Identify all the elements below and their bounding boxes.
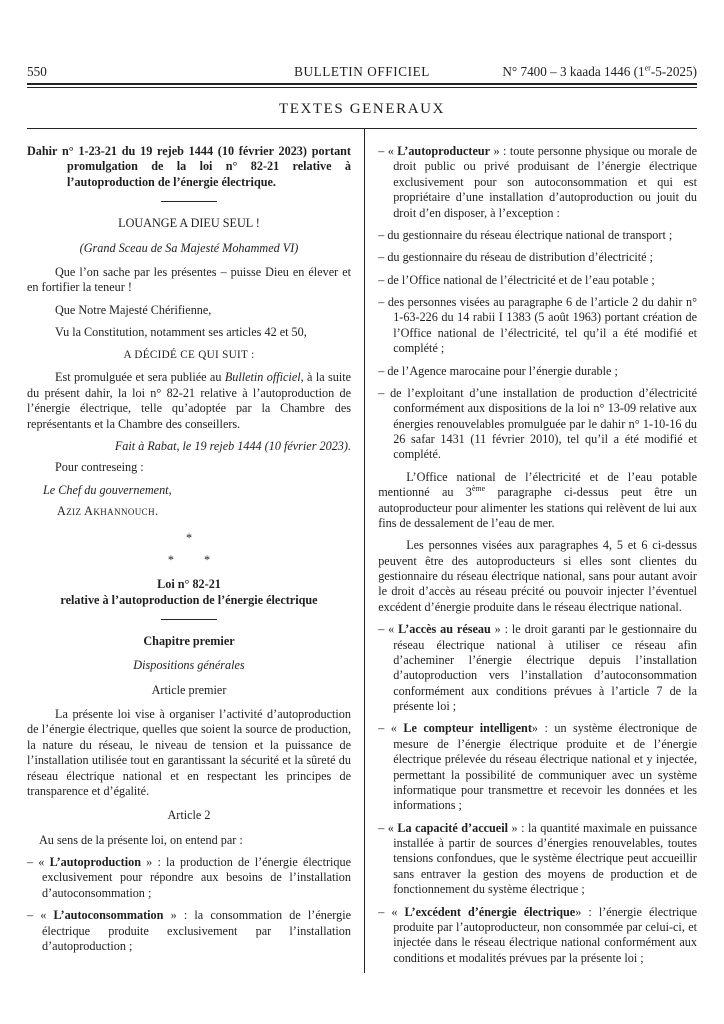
star-right: * bbox=[204, 552, 211, 567]
definition-acces-reseau bbox=[378, 622, 697, 714]
definition-term: Le compteur intelligent bbox=[403, 721, 532, 736]
definition-separator: » : bbox=[163, 908, 195, 923]
page-number: 550 bbox=[27, 64, 47, 79]
contreseing-line: Pour contreseing : bbox=[55, 460, 144, 475]
star-separator-bottom bbox=[27, 553, 351, 568]
definition-separator: » : bbox=[507, 820, 528, 835]
chapter-subtitle: Dispositions générales bbox=[133, 658, 245, 673]
journal-title: BULLETIN OFFICIEL bbox=[294, 64, 430, 79]
definition-autoconsommation bbox=[27, 908, 351, 954]
definition-capacite-accueil bbox=[378, 821, 697, 898]
definition-prefix: – « bbox=[378, 144, 398, 158]
louange-line: LOUANGE A DIEU SEUL ! bbox=[118, 216, 260, 231]
definition-term: L’accès au réseau bbox=[398, 622, 491, 637]
header-double-rule bbox=[27, 83, 697, 88]
exception-item: – du gestionnaire du réseau électrique national de transport ; bbox=[378, 227, 673, 242]
star-separator-top: * bbox=[185, 531, 193, 546]
exception-item: – des personnes visées au paragraphe 6 de l’article 2 du dahir n° 1-63-226 du 14 rabii I 1383 (5 août 1963) portant création de l’Office national de l’électricité, tel qu’il a été modifié et complété ; bbox=[378, 295, 697, 356]
left-column bbox=[27, 129, 364, 973]
article-2-intro: Au sens de la présente loi, on entend par : bbox=[39, 832, 243, 847]
chef-gouvernement-line: Le Chef du gouvernement, bbox=[43, 482, 172, 497]
definition-prefix: – « bbox=[27, 908, 54, 923]
definition-body: toute personne physique ou morale de droit public ou privé produisant de l’énergie électrique exclusivement pour son autoconsommation et qui est propriétaire d’une installation d’autoproduction ou jouit du droit d’en disposer, à l’exception : bbox=[393, 144, 698, 220]
decide-line: A DÉCIDÉ CE QUI SUIT : bbox=[123, 349, 255, 362]
definition-body: le droit garanti par le gestionnaire du réseau électrique national à utiliser ce réseau afin d’acheminer l’énergie électrique depuis l’installation d’autoproduction vers l’installation d’autoconsommation conformément aux conditions prévues à l’article 7 de la présente loi ; bbox=[393, 622, 697, 713]
dahir-heading: Dahir n° 1-23-21 du 19 rejeb 1444 (10 février 2023) portant promulgation de la loi n° 82-21 relative à l’autoproduction de l’énergie électrique. bbox=[27, 144, 351, 189]
paragraph-majeste: Que Notre Majesté Chérifienne, bbox=[55, 302, 212, 317]
fait-a-rabat-line: Fait à Rabat, le 19 rejeb 1444 (10 février 2023). bbox=[114, 438, 351, 453]
definition-compteur-intelligent bbox=[378, 721, 697, 813]
definition-term: La capacité d’accueil bbox=[397, 820, 508, 835]
promulgation-text: Est promulguée et sera publiée au bbox=[55, 370, 225, 385]
issue-text-end: -5-2025) bbox=[650, 64, 697, 79]
definition-separator: » : bbox=[490, 144, 510, 158]
exception-item: – de l’Agence marocaine pour l’énergie durable ; bbox=[378, 363, 618, 378]
definition-autoproduction bbox=[27, 855, 351, 901]
paragraph-sache: Que l’on sache par les présentes – puisse Dieu en élever et en fortifier la teneur ! bbox=[27, 264, 351, 295]
office-superscript: ème bbox=[471, 484, 486, 494]
paragraph-personnes-visees: Les personnes visées aux paragraphes 4, 5 et 6 ci-dessus peuvent être des autoproducteurs si elles sont clientes du gestionnaire du réseau électrique national, sans pour autant avoir le droit d’accès au réseau précité ou pouvoir injecter l’éventuel excédent d’énergie produite dans le réseau électrique national. bbox=[378, 538, 697, 614]
article-premier-heading: Article premier bbox=[151, 682, 227, 697]
office-text: L’Office national de l’électricité et de l’eau potable mentionné au 3 bbox=[378, 469, 697, 500]
definition-prefix: – « bbox=[378, 622, 399, 637]
definition-prefix: – « bbox=[378, 721, 404, 736]
article-2-heading: Article 2 bbox=[167, 808, 211, 823]
definition-prefix: – « bbox=[378, 904, 405, 919]
issue-text: N° 7400 – 3 kaada 1446 (1 bbox=[502, 64, 645, 79]
paragraph-constitution: Vu la Constitution, notamment ses articles 42 et 50, bbox=[55, 325, 307, 339]
paragraph-promulgation bbox=[27, 370, 351, 432]
definition-body: un système électronique de mesure de l’énergie électrique produite et de l’énergie électrique prélevée du réseau électrique national et y injectée, permettant la possibilité de communiquer avec un système informatique pour transmettre et recevoir les données et les informations ; bbox=[393, 721, 698, 813]
article-premier-body: La présente loi vise à organiser l’activité d’autoproduction de l’énergie électrique, quelles que soient la source de production, la nature du réseau, le niveau de tension et la puissance de l’installation utilisée tout en garantissant la sécurité et la sûreté du réseau électrique national et en respectant les principes de transparence et d’égalité. bbox=[27, 707, 351, 798]
definition-separator: » : bbox=[141, 855, 167, 870]
exception-item: – du gestionnaire du réseau de distribution d’électricité ; bbox=[378, 250, 653, 265]
definition-body: l’énergie électrique produite par l’autoproducteur, non consommée par celui-ci, et injectée dans le réseau électrique national conformément aux conditions et modalités prévues par la présente loi ; bbox=[393, 904, 697, 965]
exception-item: – de l’Office national de l’électricité et de l’eau potable ; bbox=[378, 272, 655, 287]
exception-item: – de l’exploitant d’une installation de production d’électricité conformément aux dispositions de la loi n° 13-09 relative aux énergies renouvelables promulguée par le dahir n° 1-10-16 du 26 safar 1431 (11 février 2010), tel qu’il a été modifié et complété. bbox=[378, 385, 697, 462]
definition-separator: » : bbox=[575, 904, 599, 919]
paragraph-office-national bbox=[378, 470, 697, 532]
office-text-end: paragraphe ci-dessus peut être un autoproducteur pour alimenter les stations qui relèvent de lui aux fins de dessalement de l’eau de mer. bbox=[378, 485, 697, 530]
law-title-line2: relative à l’autoproduction de l’énergie électrique bbox=[60, 592, 318, 607]
bulletin-officiel-italic: Bulletin officiel bbox=[224, 370, 301, 385]
signatory-name: Aziz Akhannouch. bbox=[57, 504, 159, 519]
definition-prefix: – « bbox=[378, 820, 398, 835]
two-column-layout bbox=[27, 129, 697, 973]
definition-excedent-energie bbox=[378, 905, 697, 967]
separator-rule bbox=[161, 201, 217, 202]
definition-prefix: – « bbox=[27, 855, 50, 870]
chapter-heading: Chapitre premier bbox=[143, 633, 235, 648]
definition-separator: » : bbox=[490, 622, 512, 637]
law-title-line1: Loi n° 82-21 bbox=[157, 577, 221, 592]
definition-term: L’excédent d’énergie électrique bbox=[404, 904, 576, 919]
definition-body: la production de l’énergie électrique exclusivement pour répondre aux besoins de l’installation d’autoconsommation ; bbox=[42, 855, 352, 900]
star-left: * bbox=[167, 552, 174, 567]
page-header bbox=[27, 64, 697, 80]
section-title: TEXTES GENERAUX bbox=[278, 101, 446, 117]
definition-term: L’autoproducteur bbox=[397, 144, 491, 158]
definition-autoproducteur bbox=[378, 144, 697, 221]
separator-rule-2 bbox=[161, 619, 217, 620]
definition-term: L’autoconsommation bbox=[53, 908, 164, 923]
definition-body: la quantité maximale en puissance installée à partir de sources d’énergies renouvelables, toutes tensions confondues, que le système électrique peut accueillir sans entraver la gestion des moyens de production et de fonctionnement du système électrique ; bbox=[393, 820, 697, 897]
definition-body: la consommation de l’énergie électrique produite exclusivement par l’installation d’autoproduction ; bbox=[42, 908, 351, 953]
definition-term: L’autoproduction bbox=[49, 855, 141, 870]
issue-superscript: er bbox=[644, 63, 651, 73]
definition-separator: » : bbox=[531, 721, 555, 736]
grand-sceau-line: (Grand Sceau de Sa Majesté Mohammed VI) bbox=[79, 240, 299, 255]
right-column bbox=[365, 129, 697, 973]
promulgation-text-end: , à la suite du présent dahir, la loi n° 82-21 relative à l’autoproduction de l’énergie électrique, telle qu’adoptée par la Chambre des représentants et la Chambre des conseillers. bbox=[27, 370, 352, 431]
issue-info bbox=[502, 64, 697, 80]
